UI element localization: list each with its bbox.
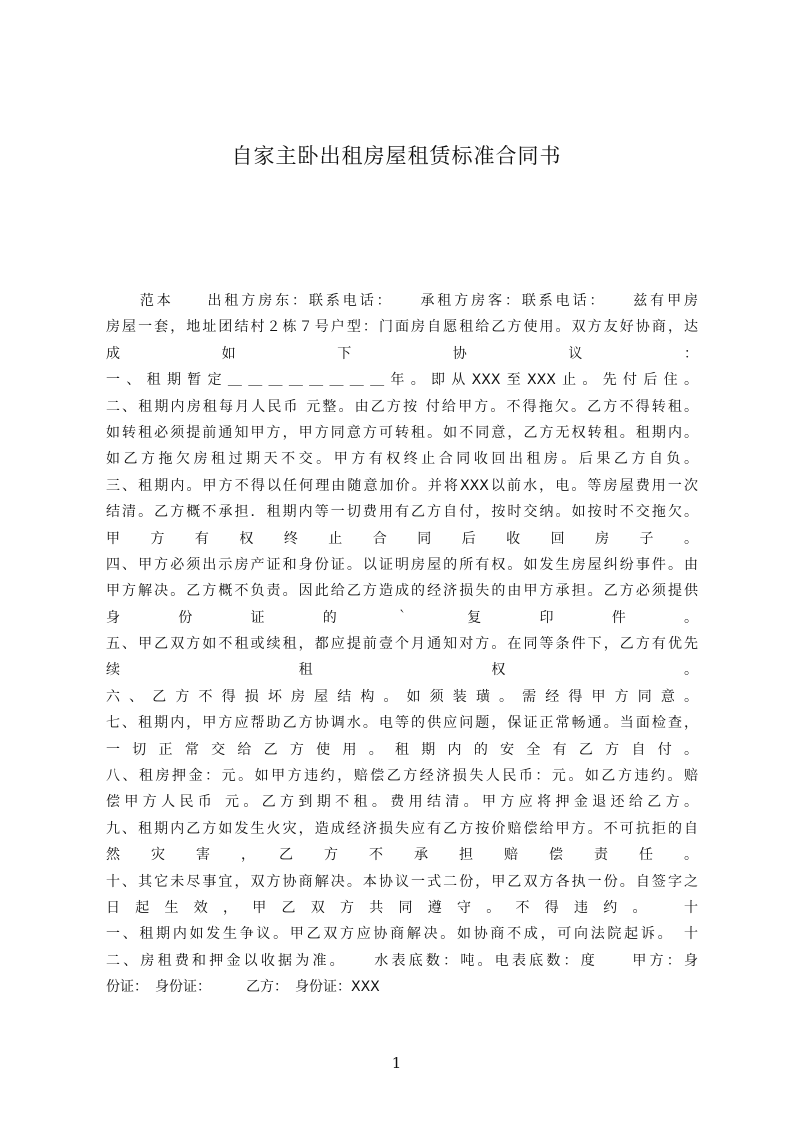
page-number: 1 [391, 1054, 402, 1072]
text-line: 然 灾 害 ， 乙 方 不 承 担 赔 偿 责 任 。 [106, 847, 698, 864]
text-line: 七、租期内，甲方应帮助乙方协调水。电等的供应问题，保证正常畅通。当面检查， [106, 715, 698, 732]
text-line: 六、乙方不得损坏房屋结构。如须装璜。需经得甲方同意。 [106, 688, 698, 705]
text-line: 一、租期内如发生争议。甲乙双方应协商解决。如协商不成，可向法院起诉。 十 [106, 926, 698, 943]
text-line: 范本 出租方房东：联系电话： 承租方房客：联系电话： 兹有甲房 [106, 293, 698, 309]
text-line: 结清。乙方概不承担．租期内等一切费用有乙方自付，按时交纳。如按时不交拖欠。 [106, 504, 698, 521]
text-line: 二、房租费和押金以收据为准。 水表底数：吨。电表底数：度 甲方：身 [106, 952, 698, 969]
text-line: 五、甲乙双方如不租或续租，都应提前壹个月通知对方。在同等条件下，乙方有优先 [106, 636, 698, 653]
contract-body [106, 288, 698, 1001]
text-line: 房屋一套，地址团结村２栋７号户型：门面房自愿租给乙方使用。双方友好协商，达 [106, 319, 698, 336]
document-title: 自家主卧出租房屋租赁标准合同书 [231, 144, 562, 168]
text-line: 三、租期内。甲方不得以任何理由随意加价。并将XXX以前水，电。等房屋费用一次 [106, 477, 698, 494]
text-line: 九、租期内乙方如发生火灾，造成经济损失应有乙方按价赔偿给甲方。不可抗拒的自 [106, 820, 698, 837]
text-line: 一、租期暂定＿＿＿＿＿＿＿＿年。即从XXX至XXX止。先付后住。 [106, 372, 698, 389]
text-line: 偿甲方人民币 元。乙方到期不租。费用结清。甲方应将押金退还给乙方。 [106, 794, 698, 811]
text-line: 份证： 身份证： 乙方： 身份证：XXX [106, 979, 380, 996]
text-line: 四、甲方必须出示房产证和身份证。以证明房屋的所有权。如发生房屋纠纷事件。由 [106, 556, 698, 573]
text-line: 甲 方 有 权 终 止 合 同 后 收 回 房 子 。 [106, 530, 698, 547]
text-line: 甲方解决。乙方概不负责。因此给乙方造成的经济损失的由甲方承担。乙方必须提供 [106, 583, 698, 600]
text-line: 日起生效，甲乙双方共同遵守。不得违约。 十 [106, 899, 698, 916]
text-line: 续 租 权 。 [106, 662, 698, 679]
text-line: 如转租必须提前通知甲方，甲方同意方可转租。如不同意，乙方无权转租。租期内。 [106, 424, 698, 441]
text-line: 十、其它未尽事宜，双方协商解决。本协议一式二份，甲乙双方各执一份。自签字之 [106, 873, 698, 890]
text-line: 成 如 下 协 议 ： [106, 345, 698, 362]
text-line: 一切正常交给乙方使用。租期内的安全有乙方自付。 [106, 741, 698, 758]
text-line: 身 份 证 的 ｀ 复 印 件 。 [106, 609, 698, 626]
text-line: 如乙方拖欠房租过期天不交。甲方有权终止合同收回出租房。后果乙方自负。 [106, 451, 698, 468]
text-line: 八、租房押金：元。如甲方违约，赔偿乙方经济损失人民币：元。如乙方违约。赔 [106, 768, 698, 785]
text-line: 二、租期内房租每月人民币 元整。由乙方按 付给甲方。不得拖欠。乙方不得转租。 [106, 398, 698, 415]
